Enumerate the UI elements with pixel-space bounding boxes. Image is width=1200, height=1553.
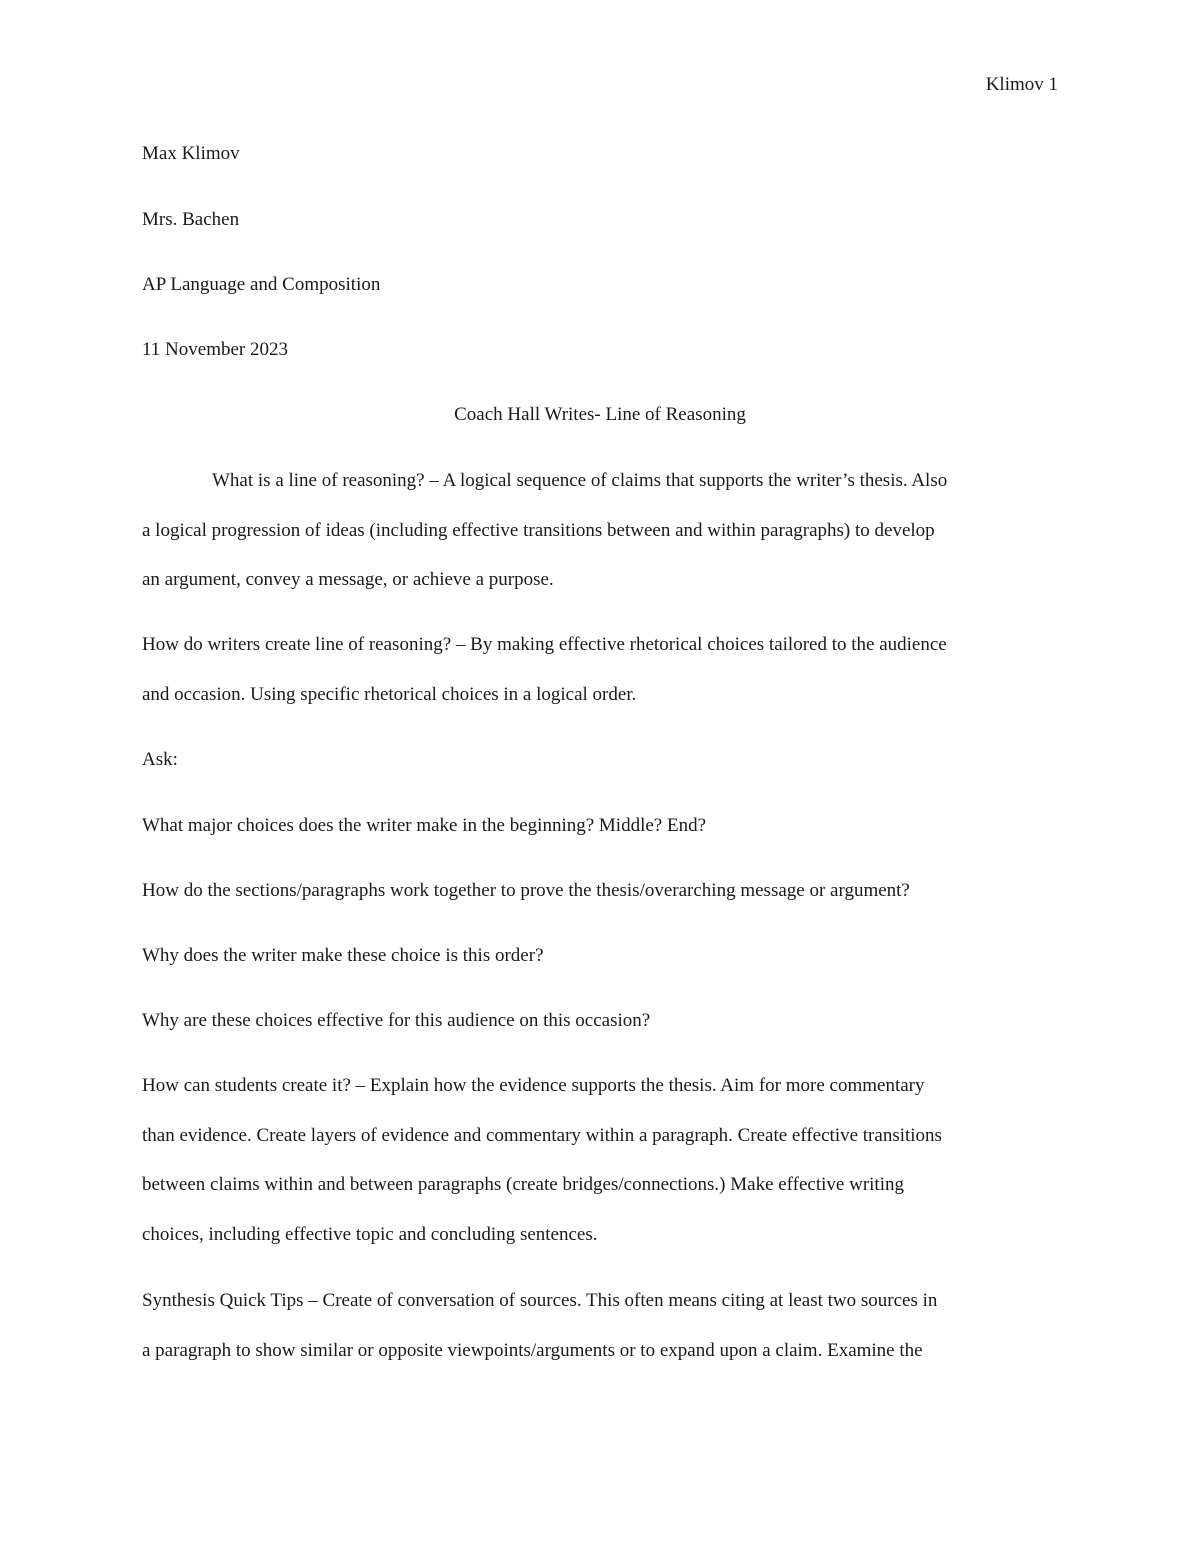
question-3: Why does the writer make these choice is this order? <box>142 945 544 966</box>
paragraph-2-line-2: and occasion. Using specific rhetorical choices in a logical order. <box>142 684 637 705</box>
paragraph-1-line-2: a logical progression of ideas (including effective transitions between and within paragraphs) to develop <box>142 520 935 541</box>
course-name: AP Language and Composition <box>142 274 381 295</box>
student-name: Max Klimov <box>142 143 240 164</box>
paragraph-2-line-1: How do writers create line of reasoning? – By making effective rhetorical choices tailored to the audience <box>142 634 947 655</box>
paragraph-3-line-4: choices, including effective topic and concluding sentences. <box>142 1224 598 1245</box>
teacher-name: Mrs. Bachen <box>142 209 240 230</box>
running-header: Klimov 1 <box>985 74 1058 95</box>
question-1: What major choices does the writer make in the beginning? Middle? End? <box>142 815 707 836</box>
paragraph-4-line-1: Synthesis Quick Tips – Create of conversation of sources. This often means citing at least two sources in <box>142 1290 938 1311</box>
question-4: Why are these choices effective for this audience on this occasion? <box>142 1010 651 1031</box>
paragraph-4-line-2: a paragraph to show similar or opposite viewpoints/arguments or to expand upon a claim. Examine the <box>142 1340 923 1361</box>
paragraph-3-line-3: between claims within and between paragraphs (create bridges/connections.) Make effective writing <box>142 1174 904 1195</box>
ask-label: Ask: <box>142 749 178 770</box>
paragraph-1-line-1: What is a line of reasoning? – A logical sequence of claims that supports the writer’s thesis. Also <box>212 470 948 491</box>
document-title: Coach Hall Writes- Line of Reasoning <box>454 404 746 425</box>
paragraph-3-line-2: than evidence. Create layers of evidence and commentary within a paragraph. Create effective transitions <box>142 1125 942 1146</box>
question-2: How do the sections/paragraphs work together to prove the thesis/overarching message or argument? <box>142 880 910 901</box>
paragraph-1-line-3: an argument, convey a message, or achieve a purpose. <box>142 569 554 590</box>
date: 11 November 2023 <box>142 339 288 360</box>
paragraph-3-line-1: How can students create it? – Explain how the evidence supports the thesis. Aim for more commentary <box>142 1075 925 1096</box>
